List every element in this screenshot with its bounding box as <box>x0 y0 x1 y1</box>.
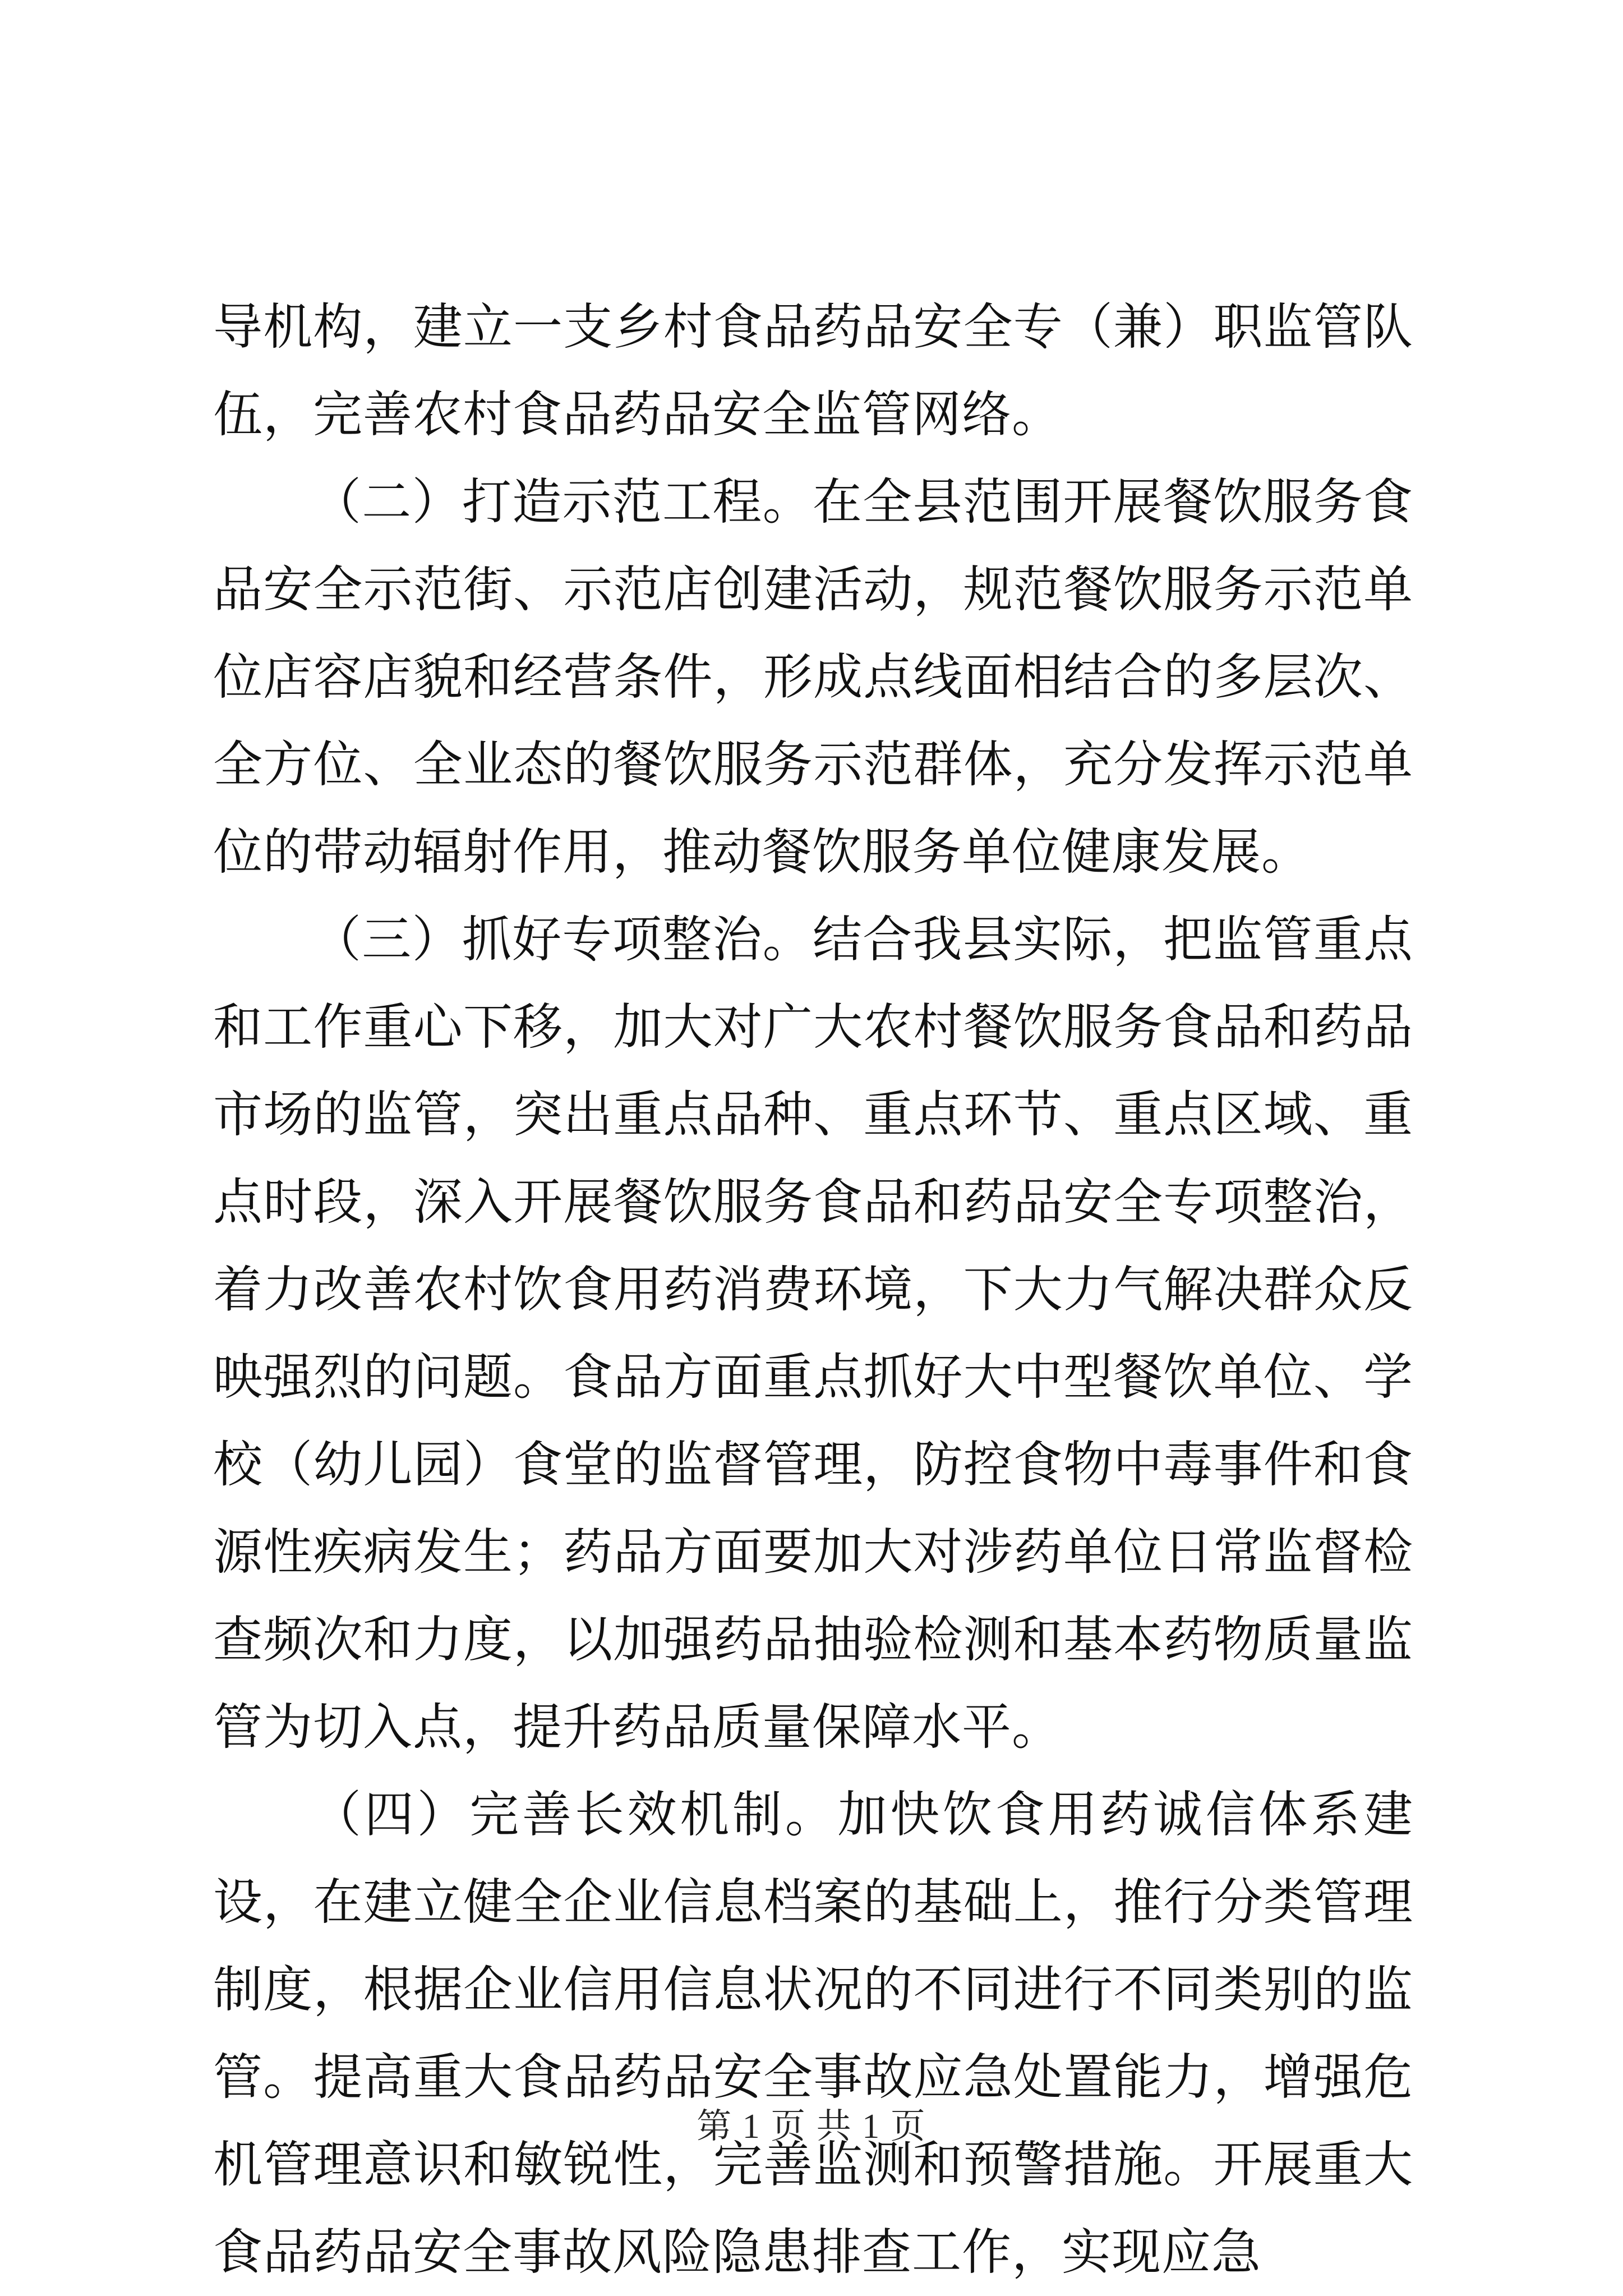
page-footer: 第 1 页 共 1 页 <box>697 2108 926 2146</box>
paragraph-long-term-mechanism: （四）完善长效机制。加快饮食用药诚信体系建设，在建立健全企业信息档案的基础上，推行分类管理制度，根据企业信用信息状况的不同进行不同类别的监管。提高重大食品药品安全事故应急处置能力，增强危机管理意识和敏锐性，完善监测和预警措施。开展重大食品药品安全事故风险隐患排查工作，实现应急 <box>213 1786 1413 2281</box>
document-body <box>213 283 1413 2296</box>
paragraph-continuation: 导机构，建立一支乡村食品药品安全专（兼）职监管队伍，完善农村食品药品安全监管网络。 <box>213 298 1413 443</box>
paragraph-demonstration-project: （二）打造示范工程。在全县范围开展餐饮服务食品安全示范街、示范店创建活动，规范餐饮服务示范单位店容店貌和经营条件，形成点线面相结合的多层次、全方位、全业态的餐饮服务示范群体，充分发挥示范单位的带动辐射作用，推动餐饮服务单位健康发展。 <box>213 473 1413 881</box>
paragraph-special-rectification: （三）抓好专项整治。结合我县实际，把监管重点和工作重心下移，加大对广大农村餐饮服务食品和药品市场的监管，突出重点品种、重点环节、重点区域、重点时段，深入开展餐饮服务食品和药品安全专项整治，着力改善农村饮食用药消费环境，下大力气解决群众反映强烈的问题。食品方面重点抓好大中型餐饮单位、学校（幼儿园）食堂的监督管理，防控食物中毒事件和食源性疾病发生；药品方面要加大对涉药单位日常监督检查频次和力度，以加强药品抽验检测和基本药物质量监管为切入点，提升药品质量保障水平。 <box>213 910 1413 1756</box>
